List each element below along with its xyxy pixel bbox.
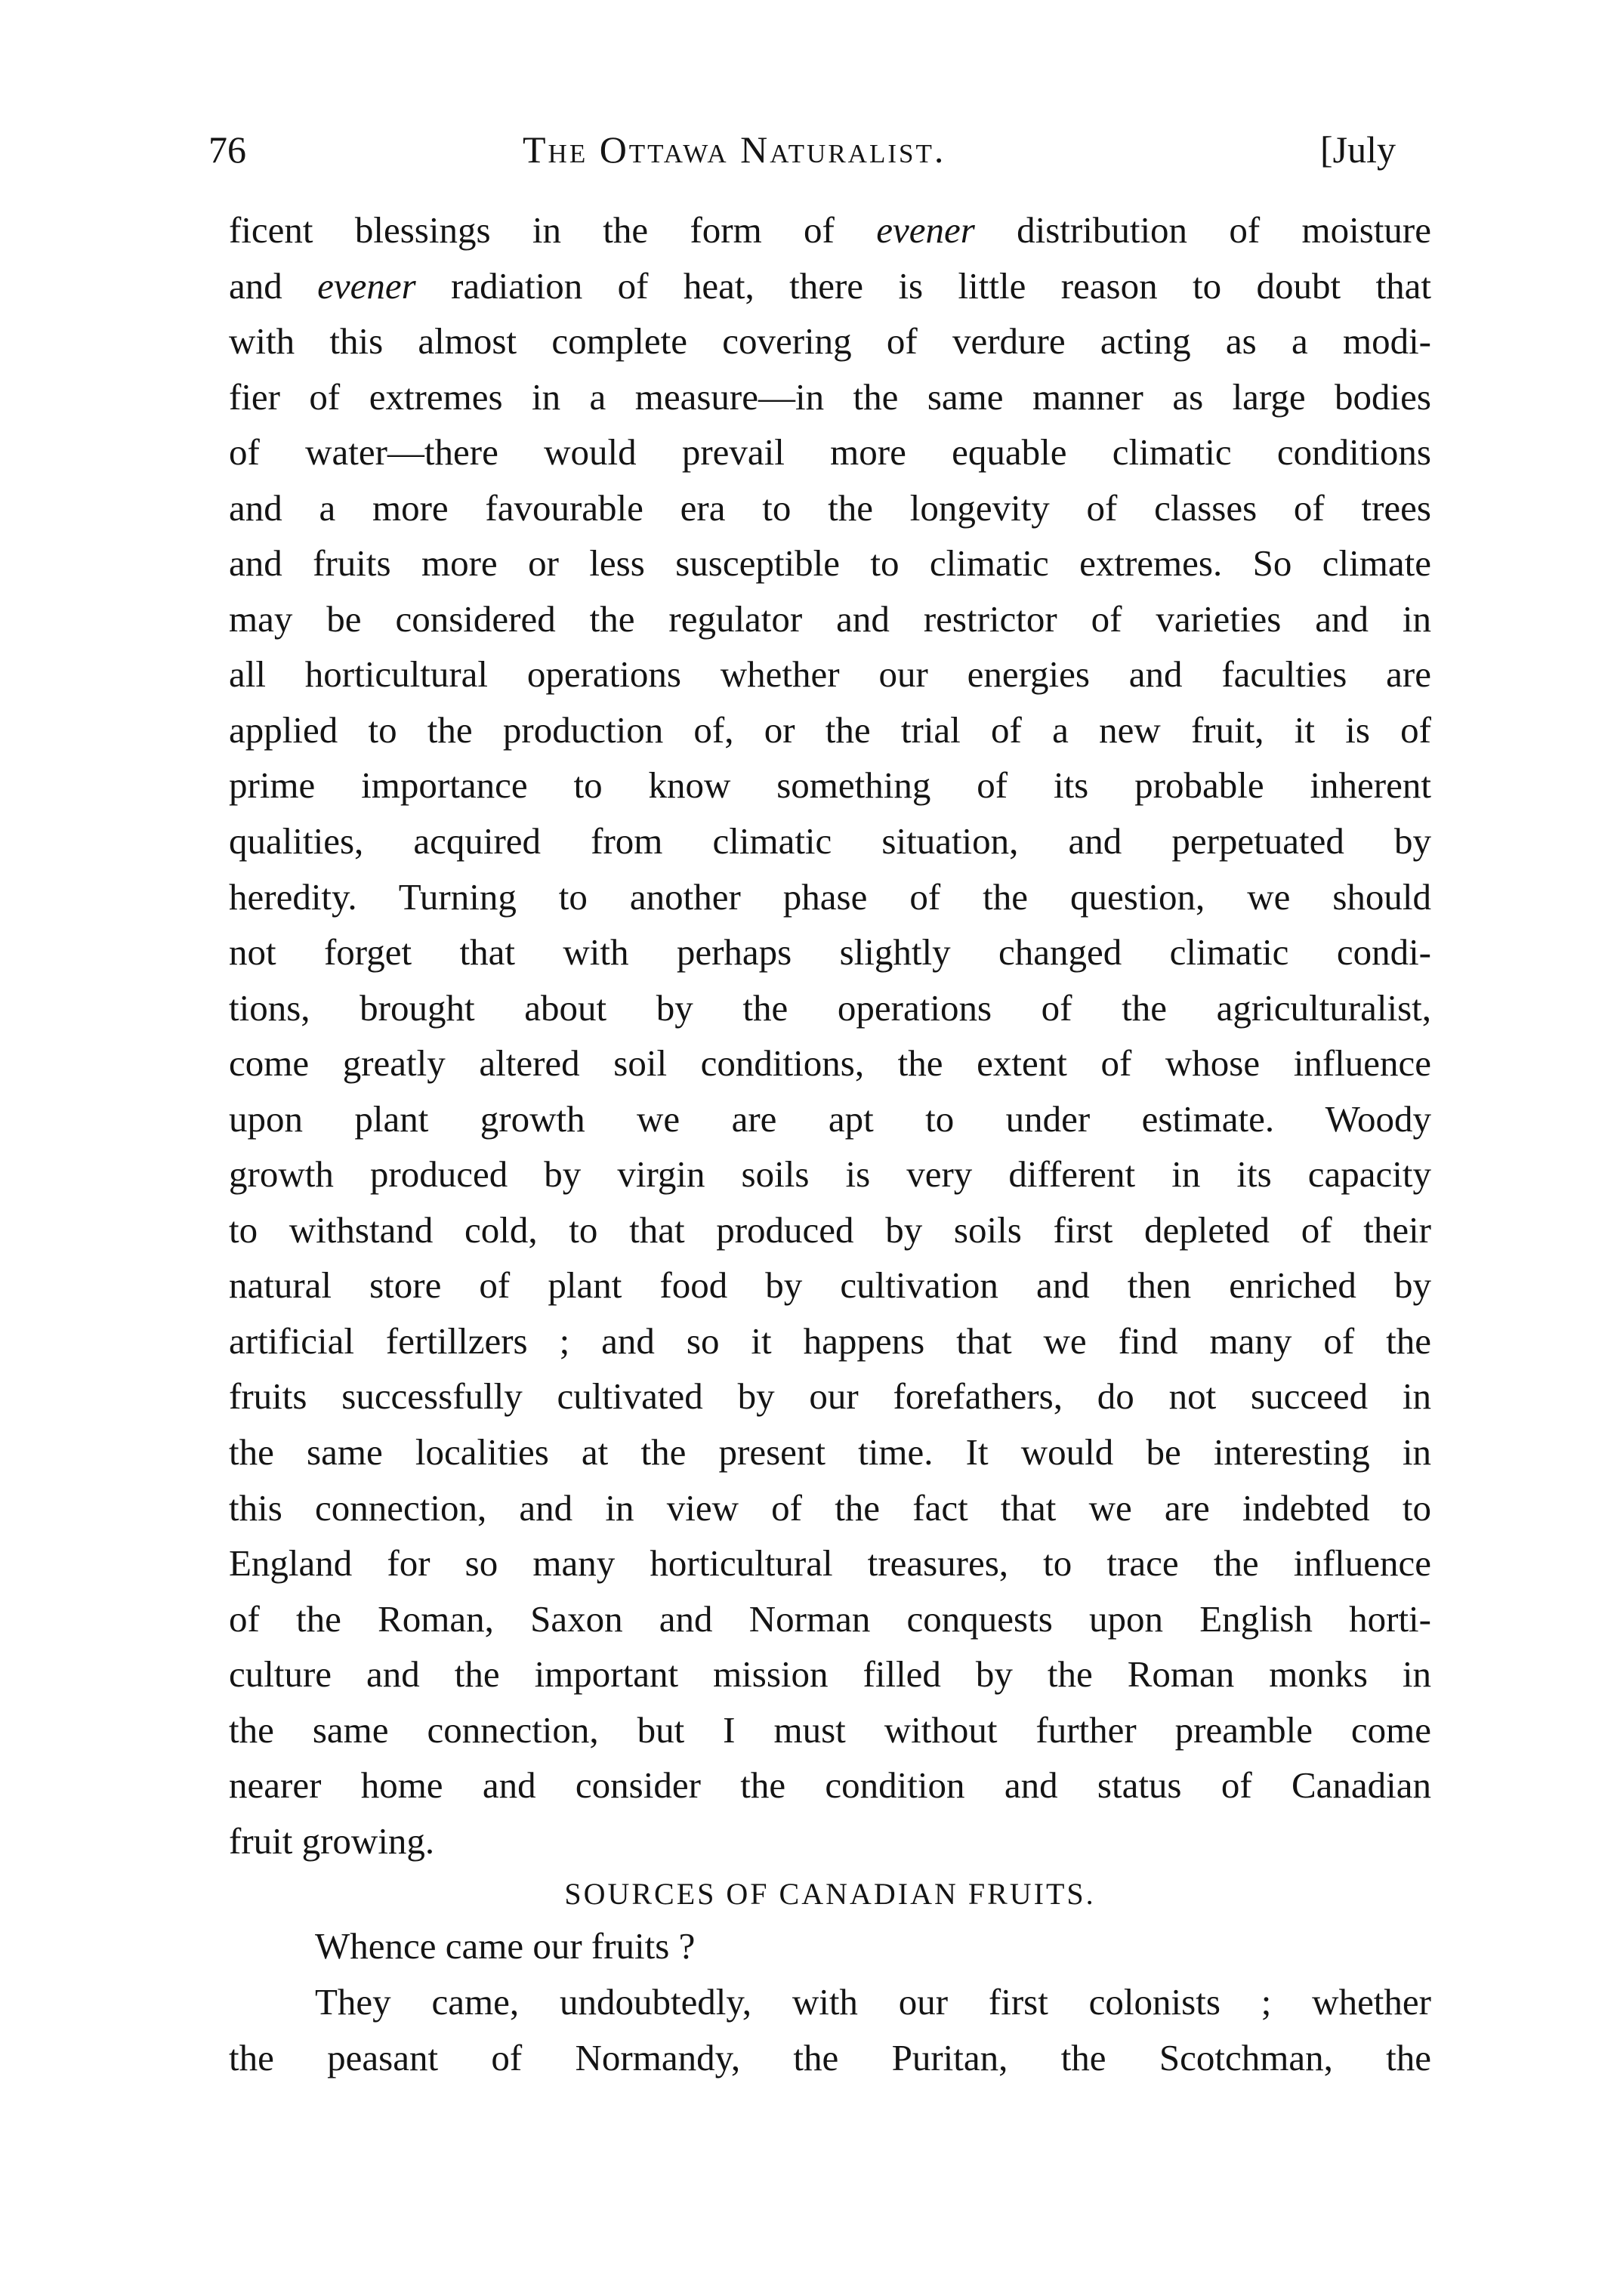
text-line: the same connection, but I must without further preamble come	[229, 1708, 1431, 1751]
article-body	[229, 202, 1431, 2085]
text-line: of the Roman, Saxon and Norman conquests upon English horti-	[229, 1597, 1431, 1640]
paragraph-question: Whence came our fruits ?	[315, 1925, 696, 1967]
text-line: natural store of plant food by cultivation and then enriched by	[229, 1264, 1431, 1307]
text-line: and evener radiation of heat, there is little reason to doubt that	[229, 264, 1431, 307]
text-line: to withstand cold, to that produced by soils first depleted of their	[229, 1208, 1431, 1251]
text-line: not forget that with perhaps slightly changed climatic condi-	[229, 931, 1431, 974]
text-line: come greatly altered soil conditions, the extent of whose influence	[229, 1042, 1431, 1085]
text-line: and fruits more or less susceptible to climatic extremes. So climate	[229, 542, 1431, 585]
text-line: the peasant of Normandy, the Puritan, the Scotchman, the	[229, 2036, 1431, 2078]
text-line: ficent blessings in the form of evener distribution of moisture	[229, 209, 1431, 251]
italic-word: evener	[876, 209, 975, 251]
text-line: culture and the important mission filled by the Roman monks in	[229, 1653, 1431, 1696]
section-heading: SOURCES OF CANADIAN FRUITS.	[564, 1877, 1096, 1912]
text-line: qualities, acquired from climatic situation, and perpetuated by	[229, 820, 1431, 863]
text-line: fruit growing.	[229, 1819, 435, 1862]
text-line: tions, brought about by the operations of the agriculturalist,	[229, 986, 1431, 1029]
issue-month: [July	[1320, 128, 1396, 171]
text-line: all horticultural operations whether our energies and faculties are	[229, 653, 1431, 696]
text-line: heredity. Turning to another phase of the question, we should	[229, 875, 1431, 918]
text-line: fier of extremes in a measure—in the same manner as large bodies	[229, 375, 1431, 418]
italic-word: evener	[317, 264, 416, 307]
text-line: and a more favourable era to the longevity of classes of trees	[229, 486, 1431, 529]
text-line: the same localities at the present time. It would be interesting in	[229, 1431, 1431, 1474]
text-line: applied to the production of, or the trial of a new fruit, it is of	[229, 708, 1431, 751]
text-line: prime importance to know something of its probable inherent	[229, 764, 1431, 807]
text-line: upon plant growth we are apt to under estimate. Woody	[229, 1097, 1431, 1140]
text-line: England for so many horticultural treasures, to trace the influence	[229, 1542, 1431, 1585]
text-line: with this almost complete covering of verdure acting as a modi-	[229, 320, 1431, 363]
text-line: of water—there would prevail more equable climatic conditions	[229, 431, 1431, 474]
page-header	[0, 119, 1614, 180]
text-line: fruits successfully cultivated by our forefathers, do not succeed in	[229, 1375, 1431, 1418]
text-line: this connection, and in view of the fact that we are indebted to	[229, 1486, 1431, 1529]
text-line: growth produced by virgin soils is very different in its capacity	[229, 1153, 1431, 1196]
text-line: artificial fertillzers ; and so it happens that we find many of the	[229, 1319, 1431, 1362]
running-title: The Ottawa Naturalist.	[523, 128, 946, 171]
text-line: They came, undoubtedly, with our first colonists ; whether	[315, 1980, 1431, 2023]
text-line: may be considered the regulator and restrictor of varieties and in	[229, 597, 1431, 640]
page-number: 76	[208, 128, 246, 171]
text-line: nearer home and consider the condition and status of Canadian	[229, 1764, 1431, 1807]
